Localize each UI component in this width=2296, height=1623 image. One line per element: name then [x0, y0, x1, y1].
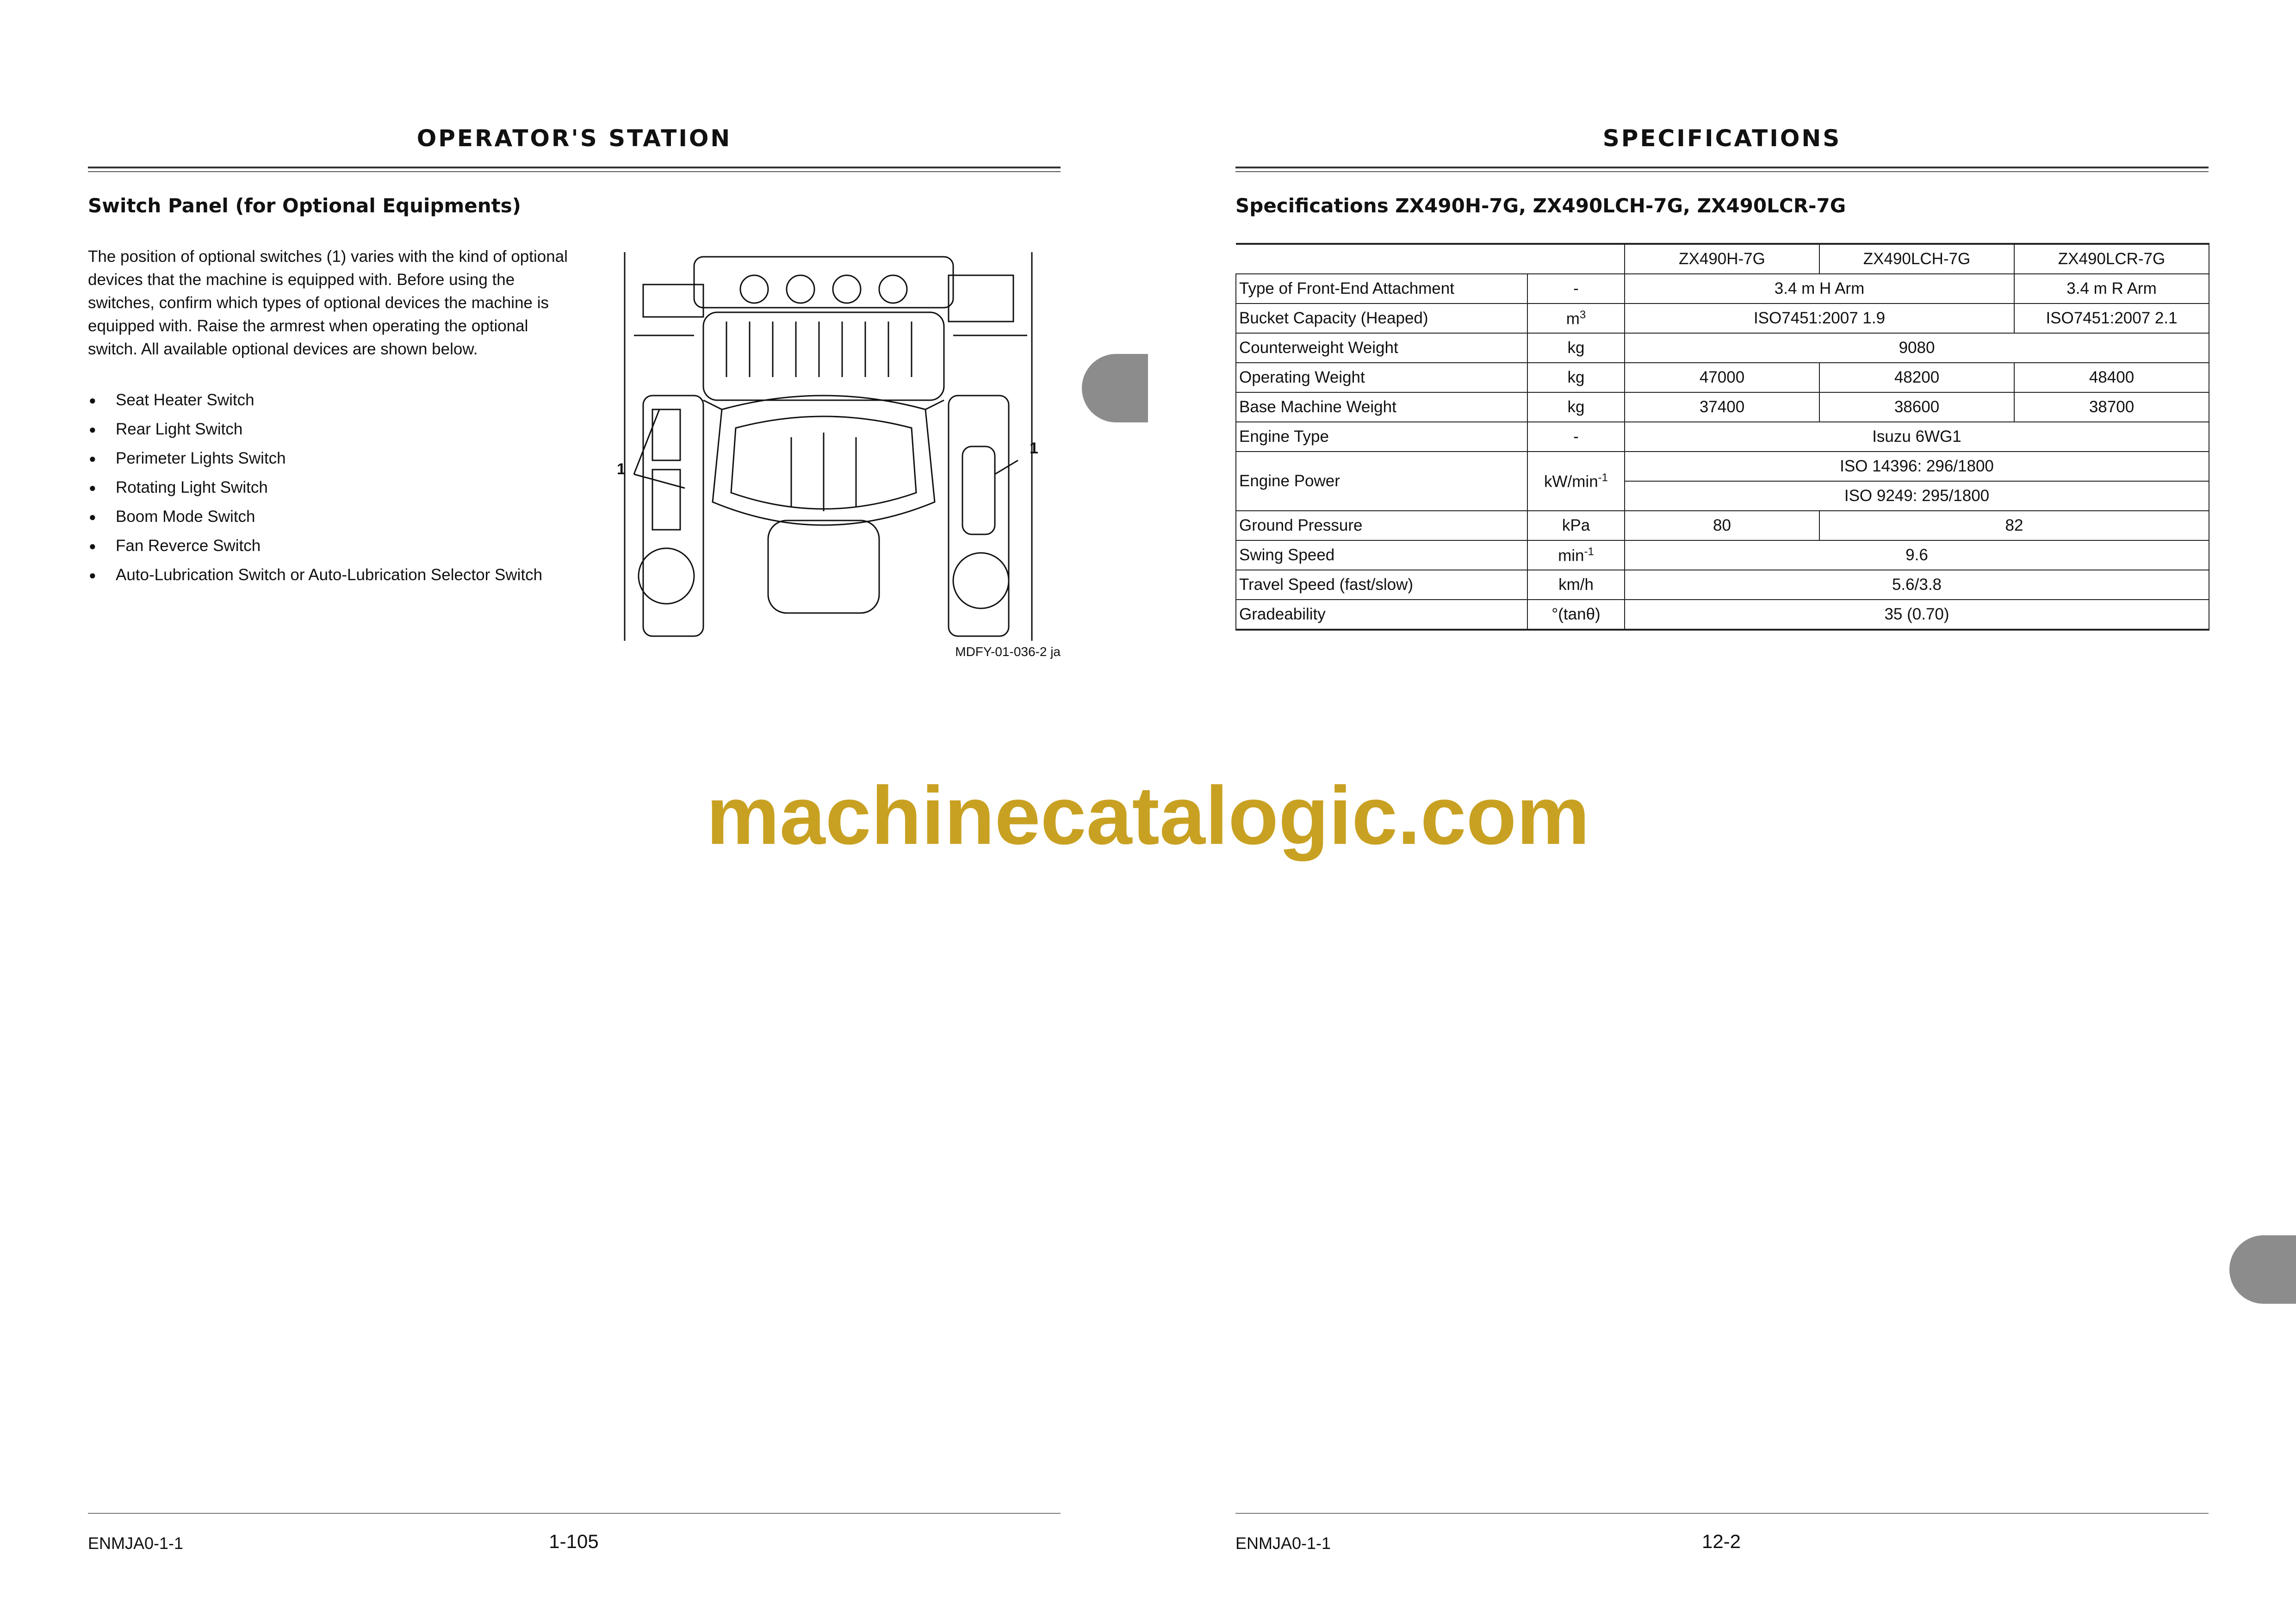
table-header-cell: ZX490H-7G [1625, 244, 1819, 274]
table-cell: 9080 [1625, 333, 2209, 363]
right-footer-code: ENMJA0-1-1 [1235, 1534, 1331, 1553]
unit-sup: 3 [1579, 308, 1586, 321]
table-row [1236, 392, 2209, 422]
table-row [1236, 540, 2209, 570]
list-item: ● Rotating Light Switch [88, 476, 569, 499]
row-unit [1527, 540, 1625, 570]
table-cell: 47000 [1625, 363, 1819, 392]
table-row [1236, 363, 2209, 392]
unit-base: kW/min [1544, 472, 1598, 491]
specifications-table [1235, 243, 2209, 631]
table-cell: ISO 14396: 296/1800 [1625, 452, 2209, 481]
right-header-rule [1235, 167, 2209, 168]
row-unit: kg [1527, 333, 1625, 363]
row-unit [1527, 452, 1625, 511]
row-label: Swing Speed [1236, 540, 1527, 570]
list-item: ● Fan Reverce Switch [88, 534, 569, 558]
left-footer-rule [88, 1513, 1061, 1514]
row-unit: - [1527, 274, 1625, 304]
table-row [1236, 244, 2209, 274]
unit-base: m [1566, 310, 1580, 328]
list-item: ● Seat Heater Switch [88, 389, 569, 412]
table-cell: ISO7451:2007 1.9 [1625, 304, 2014, 333]
callout-left-1: 1 [617, 460, 626, 478]
list-item: ● Perimeter Lights Switch [88, 447, 569, 470]
row-label: Gradeability [1236, 600, 1527, 630]
left-header-rule-thin [88, 171, 1061, 172]
unit-sup: -1 [1598, 471, 1608, 484]
specifications-title: Specifications ZX490H-7G, ZX490LCH-7G, ZX490LCR-7G [1235, 194, 1846, 217]
table-corner [1236, 244, 1625, 274]
table-cell: 48400 [2014, 363, 2209, 392]
table-cell: 3.4 m R Arm [2014, 274, 2209, 304]
watermark-text: machinecatalogic.com [706, 769, 1590, 861]
row-unit: kg [1527, 363, 1625, 392]
table-cell: 5.6/3.8 [1625, 570, 2209, 600]
list-item: ● Rear Light Switch [88, 418, 569, 441]
row-unit [1527, 304, 1625, 333]
table-row [1236, 422, 2209, 452]
operator-station-illustration [615, 243, 1041, 645]
optional-devices-list [88, 389, 569, 593]
table-cell: 3.4 m H Arm [1625, 274, 2014, 304]
left-footer-code: ENMJA0-1-1 [88, 1534, 184, 1553]
row-label: Type of Front-End Attachment [1236, 274, 1527, 304]
row-unit: kg [1527, 392, 1625, 422]
chapter-tab-upper [1082, 354, 1148, 422]
right-footer-page-number: 12-2 [1701, 1530, 1741, 1552]
table-row [1236, 304, 2209, 333]
table-row [1236, 333, 2209, 363]
row-unit: - [1527, 422, 1625, 452]
table-cell: 38600 [1819, 392, 2014, 422]
row-unit: °(tanθ) [1527, 600, 1625, 630]
table-row [1236, 511, 2209, 540]
table-header-cell: ZX490LCH-7G [1819, 244, 2014, 274]
unit-base: min [1558, 546, 1584, 565]
list-item: ● Boom Mode Switch [88, 505, 569, 528]
row-unit: km/h [1527, 570, 1625, 600]
row-label: Bucket Capacity (Heaped) [1236, 304, 1527, 333]
left-page-header: OPERATOR'S STATION [416, 125, 732, 152]
table-cell: 9.6 [1625, 540, 2209, 570]
unit-sup: -1 [1584, 545, 1594, 558]
row-label: Counterweight Weight [1236, 333, 1527, 363]
table-cell: 38700 [2014, 392, 2209, 422]
table-row [1236, 600, 2209, 630]
row-label: Ground Pressure [1236, 511, 1527, 540]
table-cell: ISO 9249: 295/1800 [1625, 481, 2209, 511]
row-label: Engine Type [1236, 422, 1527, 452]
table-header-cell: ZX490LCR-7G [2014, 244, 2209, 274]
table-cell: 80 [1625, 511, 1819, 540]
figure-caption: MDFY-01-036-2 ja [955, 644, 1061, 659]
left-header-rule [88, 167, 1061, 168]
table-cell: 37400 [1625, 392, 1819, 422]
table-cell: 35 (0.70) [1625, 600, 2209, 630]
right-page-header: SPECIFICATIONS [1602, 125, 1842, 152]
table-cell: ISO7451:2007 2.1 [2014, 304, 2209, 333]
table-row [1236, 452, 2209, 481]
row-label: Travel Speed (fast/slow) [1236, 570, 1527, 600]
table-cell: 82 [1819, 511, 2209, 540]
row-label: Engine Power [1236, 452, 1527, 511]
left-footer-page-number: 1-105 [549, 1530, 599, 1552]
table-cell: Isuzu 6WG1 [1625, 422, 2209, 452]
table-row [1236, 274, 2209, 304]
table-cell: 48200 [1819, 363, 2014, 392]
table-row [1236, 570, 2209, 600]
row-label: Operating Weight [1236, 363, 1527, 392]
switch-panel-title: Switch Panel (for Optional Equipments) [88, 194, 521, 217]
callout-right-1: 1 [1030, 440, 1038, 457]
chapter-tab-lower [2229, 1235, 2296, 1304]
list-item: ● Auto-Lubrication Switch or Auto-Lubrication Selector Switch [88, 564, 569, 587]
row-label: Base Machine Weight [1236, 392, 1527, 422]
row-unit: kPa [1527, 511, 1625, 540]
right-footer-rule [1235, 1513, 2209, 1514]
switch-panel-description: The position of optional switches (1) varies with the kind of optional devices that the machine is equipped with. Before using the switches, confirm which types of optional devices the machine is equipped with. Raise the armrest when operating the optional switch. All available optional devices are shown below. [88, 248, 568, 358]
right-header-rule-thin [1235, 171, 2209, 172]
